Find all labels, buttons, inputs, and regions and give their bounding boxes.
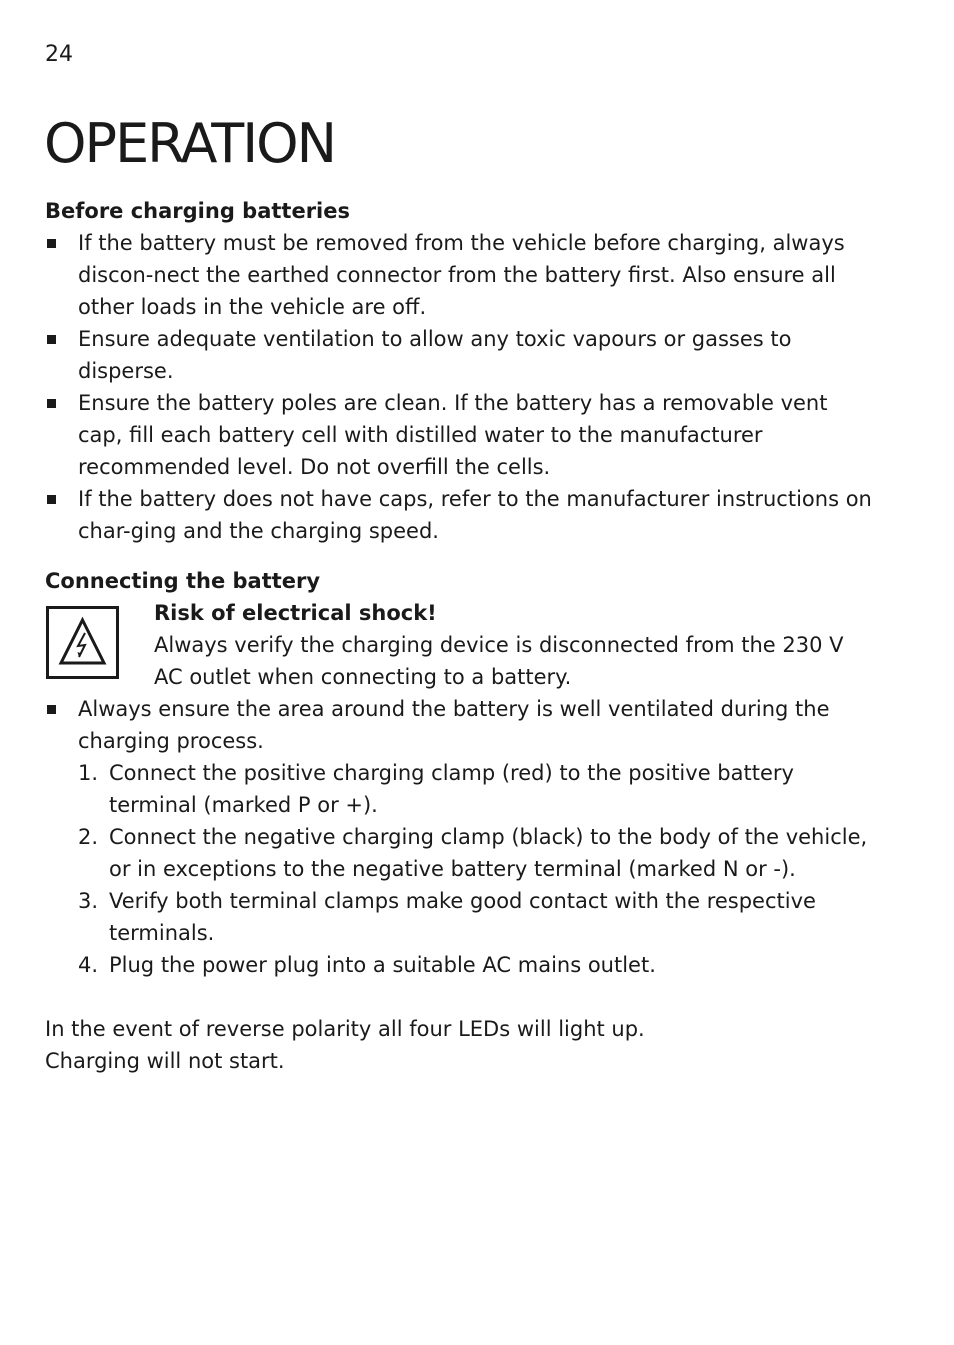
bullet-square-icon	[47, 495, 56, 504]
connecting-list	[45, 693, 875, 757]
step-number: 4.	[78, 953, 99, 977]
step-number: 2.	[78, 825, 99, 849]
page-number: 24	[45, 42, 73, 67]
list-item-text: If the battery does not have caps, refer to the manufacturer instructions on char-ging and the charging speed.	[78, 487, 872, 543]
list-item	[45, 387, 875, 483]
list-item-text: Ensure the battery poles are clean. If the battery has a removable vent cap, fill each battery cell with distilled water to the manufacturer recommended level. Do not overfill the cells.	[78, 391, 828, 479]
step-item	[78, 757, 875, 821]
step-text: Verify both terminal clamps make good contact with the respective terminals.	[109, 889, 816, 945]
section-heading-before-charging: Before charging batteries	[45, 199, 350, 223]
electric-shock-warning-icon	[46, 606, 119, 679]
step-item	[78, 885, 875, 949]
page-title: OPERATION	[44, 112, 336, 175]
bullet-square-icon	[47, 399, 56, 408]
before-charging-list	[45, 227, 875, 547]
section-heading-connecting: Connecting the battery	[45, 569, 321, 593]
step-number: 1.	[78, 761, 99, 785]
bullet-square-icon	[47, 335, 56, 344]
charging-not-start-note: Charging will not start.	[45, 1049, 285, 1073]
reverse-polarity-note: In the event of reverse polarity all four LEDs will light up.	[45, 1017, 645, 1041]
bullet-square-icon	[47, 239, 56, 248]
step-item	[78, 821, 875, 885]
list-item-text: Always ensure the area around the battery is well ventilated during the charging process.	[78, 697, 830, 753]
list-item	[45, 227, 875, 323]
step-text: Connect the positive charging clamp (red) to the positive battery terminal (marked P or +).	[109, 761, 794, 817]
step-item	[78, 949, 875, 981]
bullet-square-icon	[47, 705, 56, 714]
warning-block	[45, 597, 875, 693]
warning-text: Always verify the charging device is disconnected from the 230 V AC outlet when connecting to a battery.	[154, 633, 844, 689]
step-text: Connect the negative charging clamp (black) to the body of the vehicle, or in exceptions to the negative battery terminal (marked N or -).	[109, 825, 868, 881]
step-number: 3.	[78, 889, 99, 913]
list-item	[45, 693, 875, 757]
list-item-text: Ensure adequate ventilation to allow any toxic vapours or gasses to disperse.	[78, 327, 792, 383]
step-text: Plug the power plug into a suitable AC mains outlet.	[109, 953, 656, 977]
list-item	[45, 323, 875, 387]
warning-title: Risk of electrical shock!	[154, 601, 437, 625]
connection-steps	[45, 757, 875, 981]
main-content	[45, 195, 875, 1077]
list-item-text: If the battery must be removed from the vehicle before charging, always discon-nect the earthed connector from the battery first. Also ensure all other loads in the vehicle are off.	[78, 231, 845, 319]
list-item	[45, 483, 875, 547]
